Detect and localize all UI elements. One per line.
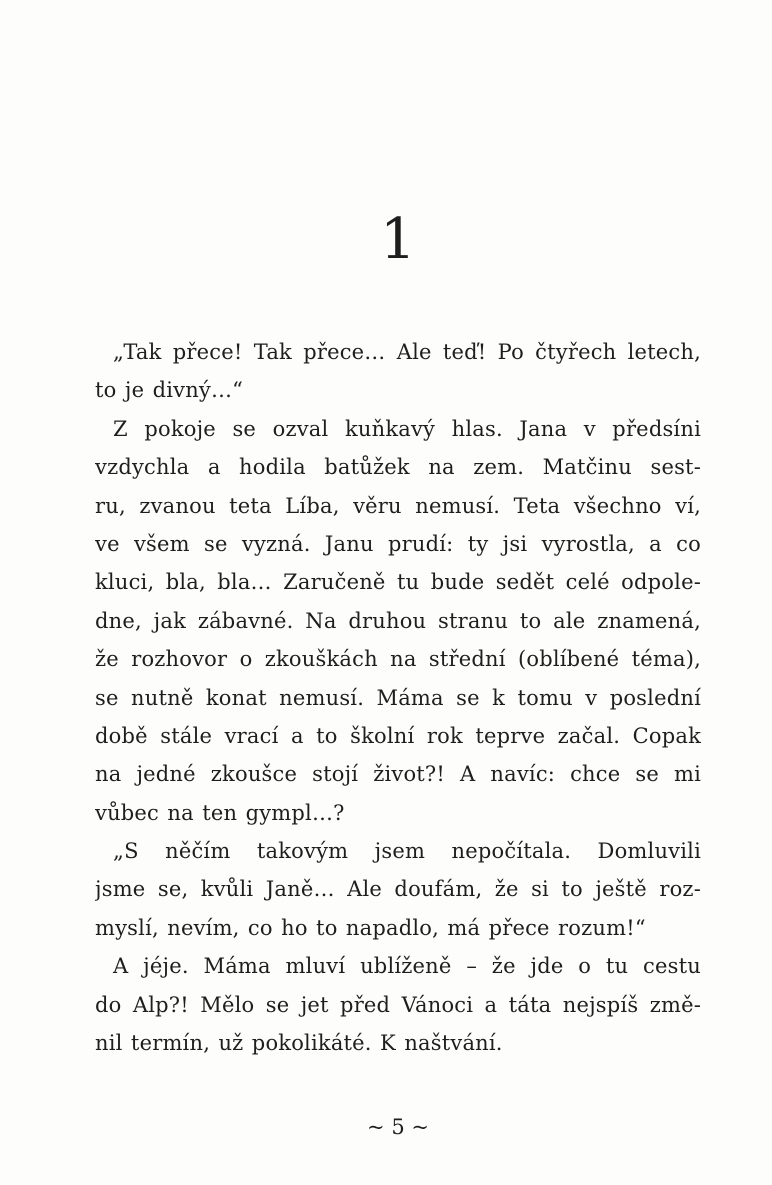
body-text-block (95, 333, 701, 1062)
text-line: do Alp?! Mělo se jet před Vánoci a táta nejspíš změ- (95, 992, 701, 1017)
text-line: to je divný…“ (95, 378, 244, 403)
text-line: že rozhovor o zkouškách na střední (oblíbené téma), (95, 647, 701, 672)
text-line: se nutně konat nemusí. Máma se k tomu v poslední (95, 685, 701, 710)
text-line: ru, zvanou teta Líba, věru nemusí. Teta všechno ví, (95, 493, 701, 518)
text-line: vzdychla a hodila batůžek na zem. Matčinu sest- (95, 455, 701, 480)
text-line: A jéje. Máma mluví ublíženě – že jde o tu cestu (113, 954, 701, 979)
page-number: ~ 5 ~ (367, 1115, 429, 1139)
text-line: kluci, bla, bla… Zaručeně tu bude sedět celé odpole- (95, 570, 701, 595)
text-line: „S něčím takovým jsem nepočítala. Domluvili (113, 839, 701, 864)
text-line: na jedné zkoušce stojí život?! A navíc: chce se mi (95, 762, 701, 787)
text-line: ve všem se vyzná. Janu prudí: ty jsi vyrostla, a co (95, 531, 701, 556)
chapter-number: 1 (380, 207, 416, 272)
text-line: nil termín, už pokolikáté. K naštvání. (95, 1031, 503, 1056)
text-line: vůbec na ten gympl…? (95, 800, 345, 825)
text-line: „Tak přece! Tak přece… Ale teď! Po čtyřech letech, (113, 340, 701, 364)
text-line: Z pokoje se ozval kuňkavý hlas. Jana v předsíni (113, 416, 701, 441)
text-line: myslí, nevím, co ho to napadlo, má přece rozum!“ (95, 915, 646, 940)
text-line: jsme se, kvůli Janě… Ale doufám, že si to ještě roz- (95, 877, 701, 902)
text-line: době stále vrací a to školní rok teprve začal. Copak (95, 723, 701, 748)
text-line: dne, jak zábavné. Na druhou stranu to ale znamená, (95, 608, 701, 633)
